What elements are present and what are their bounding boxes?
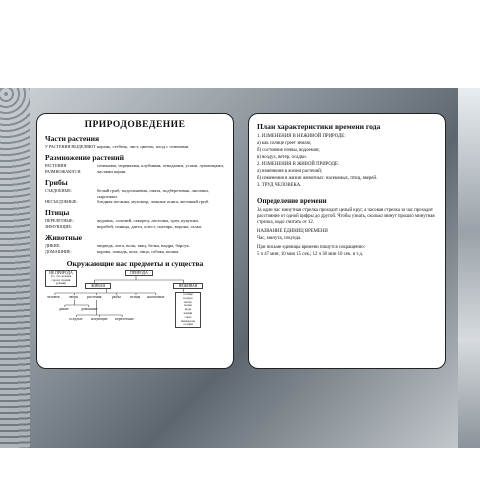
plan-title: План характеристики времени года (257, 122, 381, 131)
time-title: Определение времени (257, 197, 327, 205)
animal-subtype: домашние (81, 307, 98, 312)
living-item: растения (87, 295, 102, 300)
nonliving-item: осадки (183, 322, 193, 327)
section-row (45, 163, 225, 174)
living-item: рыбы (112, 295, 121, 300)
not-nature-note: (то, что человек сделал своими руками) (50, 274, 72, 286)
nonliving-item: почва (184, 303, 192, 308)
writing-text: При письме единицы времени пишутся сокращенно: (257, 245, 365, 250)
plan-item: в) воздух, ветер, осадки. (257, 155, 307, 160)
section-row (45, 188, 225, 199)
row-value: журавль, соловей, скворец, ласточка, грач, кукушка. (97, 218, 199, 224)
not-nature-label: НЕ ПРИРОДА (49, 271, 73, 276)
bird-subtype: оседлые (69, 317, 83, 322)
nonliving-box: НЕЖИВАЯ (173, 283, 203, 289)
row-value: белый гриб, подосиновик, опята, подберезовик, лисички, сыроежки. (97, 188, 209, 199)
plan-item: 1. ИЗМЕНЕНИЯ В НЕЖИВОЙ ПРИРОДЕ: (257, 134, 346, 139)
section-row (45, 249, 225, 254)
time-text: За один час минутная стрелка проходит целый круг, а часовая стрелка за час проходит расстояние от одной цифры до другой. Чтобы узнать, сколько минут прошло минутная стрелка, надо считать от 12. (257, 208, 435, 225)
section-title: Части растения (45, 134, 100, 143)
plan-item: 3. ТРУД ЧЕЛОВЕКА. (257, 183, 302, 188)
row-value: медведь, лиса, волк, заяц, белка, выдра, барсук. (97, 243, 190, 249)
units-title: НАЗВАНИЕ ЕДИНИЦ ВРЕМЕНИ (257, 229, 328, 234)
living-item: звери (69, 295, 78, 300)
animal-subtype: дикие (59, 307, 69, 312)
row-key: ЗИМУЮЩИЕ: (45, 223, 73, 229)
left-page (36, 113, 234, 369)
row-key: СЪЕДОБНЫЕ: (45, 188, 72, 194)
row-value: бледная поганка, мухомор, ложные опята, желчный гриб. (97, 199, 210, 205)
section-title: Животные (45, 233, 83, 243)
right-page (248, 113, 446, 369)
units-text: Час, минута, секунда. (257, 236, 302, 241)
examples-text: 5 ч 47 мин; 10 мин 15 сек.; 12 ч 30 мин 10 сек. и т.д. (257, 252, 364, 257)
row-value: воробей, синица, дятел, клест, снегирь, ворона, галка. (97, 223, 203, 229)
row-value: корова, лошадь, коза, овца, собака, кошка. (97, 248, 180, 254)
section-title: Размножение растений (45, 153, 124, 163)
plan-item: 2. ИЗМЕНЕНИЯ В ЖИВОЙ ПРИРОДЕ: (257, 162, 340, 167)
living-box: ЖИВАЯ (85, 283, 111, 289)
nonliving-list (175, 292, 201, 328)
not-nature-box (45, 270, 77, 287)
row-key: ПЕРЕЛЕТНЫЕ: (45, 218, 74, 224)
section-row (45, 144, 225, 149)
bird-subtype: кочующие (91, 317, 108, 322)
nature-diagram (45, 270, 225, 330)
plan-item: б) состояние почвы, водоемов; (257, 148, 320, 153)
nonliving-item: горы (184, 314, 192, 319)
row-key: РАСТЕНИЯ РАЗМНОЖАЮТСЯ (45, 163, 81, 174)
page-title: ПРИРОДОВЕДЕНИЕ (84, 120, 186, 130)
living-item: насекомые (147, 295, 165, 300)
living-item: птицы (130, 295, 141, 300)
plan-item: б) изменения в жизни животных: насекомых, птиц, зверей. (257, 176, 378, 181)
nonliving-item: воздух (183, 295, 193, 300)
section-row (45, 224, 225, 229)
nonliving-item: минералы (180, 318, 196, 323)
plan-item: а) изменения в жизни растений; (257, 169, 323, 174)
row-value: семенами, черенками, клубнями, отводками, усами, луковицами, частями корня. (97, 163, 224, 174)
living-item: человек (47, 295, 60, 300)
row-key: НЕСЪЕДОБНЫЕ: (45, 199, 78, 205)
section-title: Грибы (45, 178, 68, 188)
section-title: Птицы (45, 208, 70, 218)
bird-subtype: перелетные (115, 317, 134, 322)
row-key: ДОМАШНИЕ: (45, 248, 72, 254)
diagram-title: Окружающие нас предметы и существа (66, 259, 204, 269)
section-row (45, 199, 225, 204)
plan-item: а) как солнце греет землю; (257, 141, 312, 146)
row-key: ДИКИЕ: (45, 243, 61, 249)
nonliving-item: солнце (183, 292, 193, 297)
nonliving-item: камни (183, 311, 193, 316)
nature-box: ПРИРОДА (125, 270, 153, 276)
nonliving-item: ветер (184, 299, 192, 304)
nonliving-item: вода (184, 307, 192, 312)
row-key: У РАСТЕНИЯ ВЫДЕЛЯЮТ (45, 144, 96, 149)
row-value: корень, стебель, лист, цветок, плод с семенами. (97, 144, 190, 149)
